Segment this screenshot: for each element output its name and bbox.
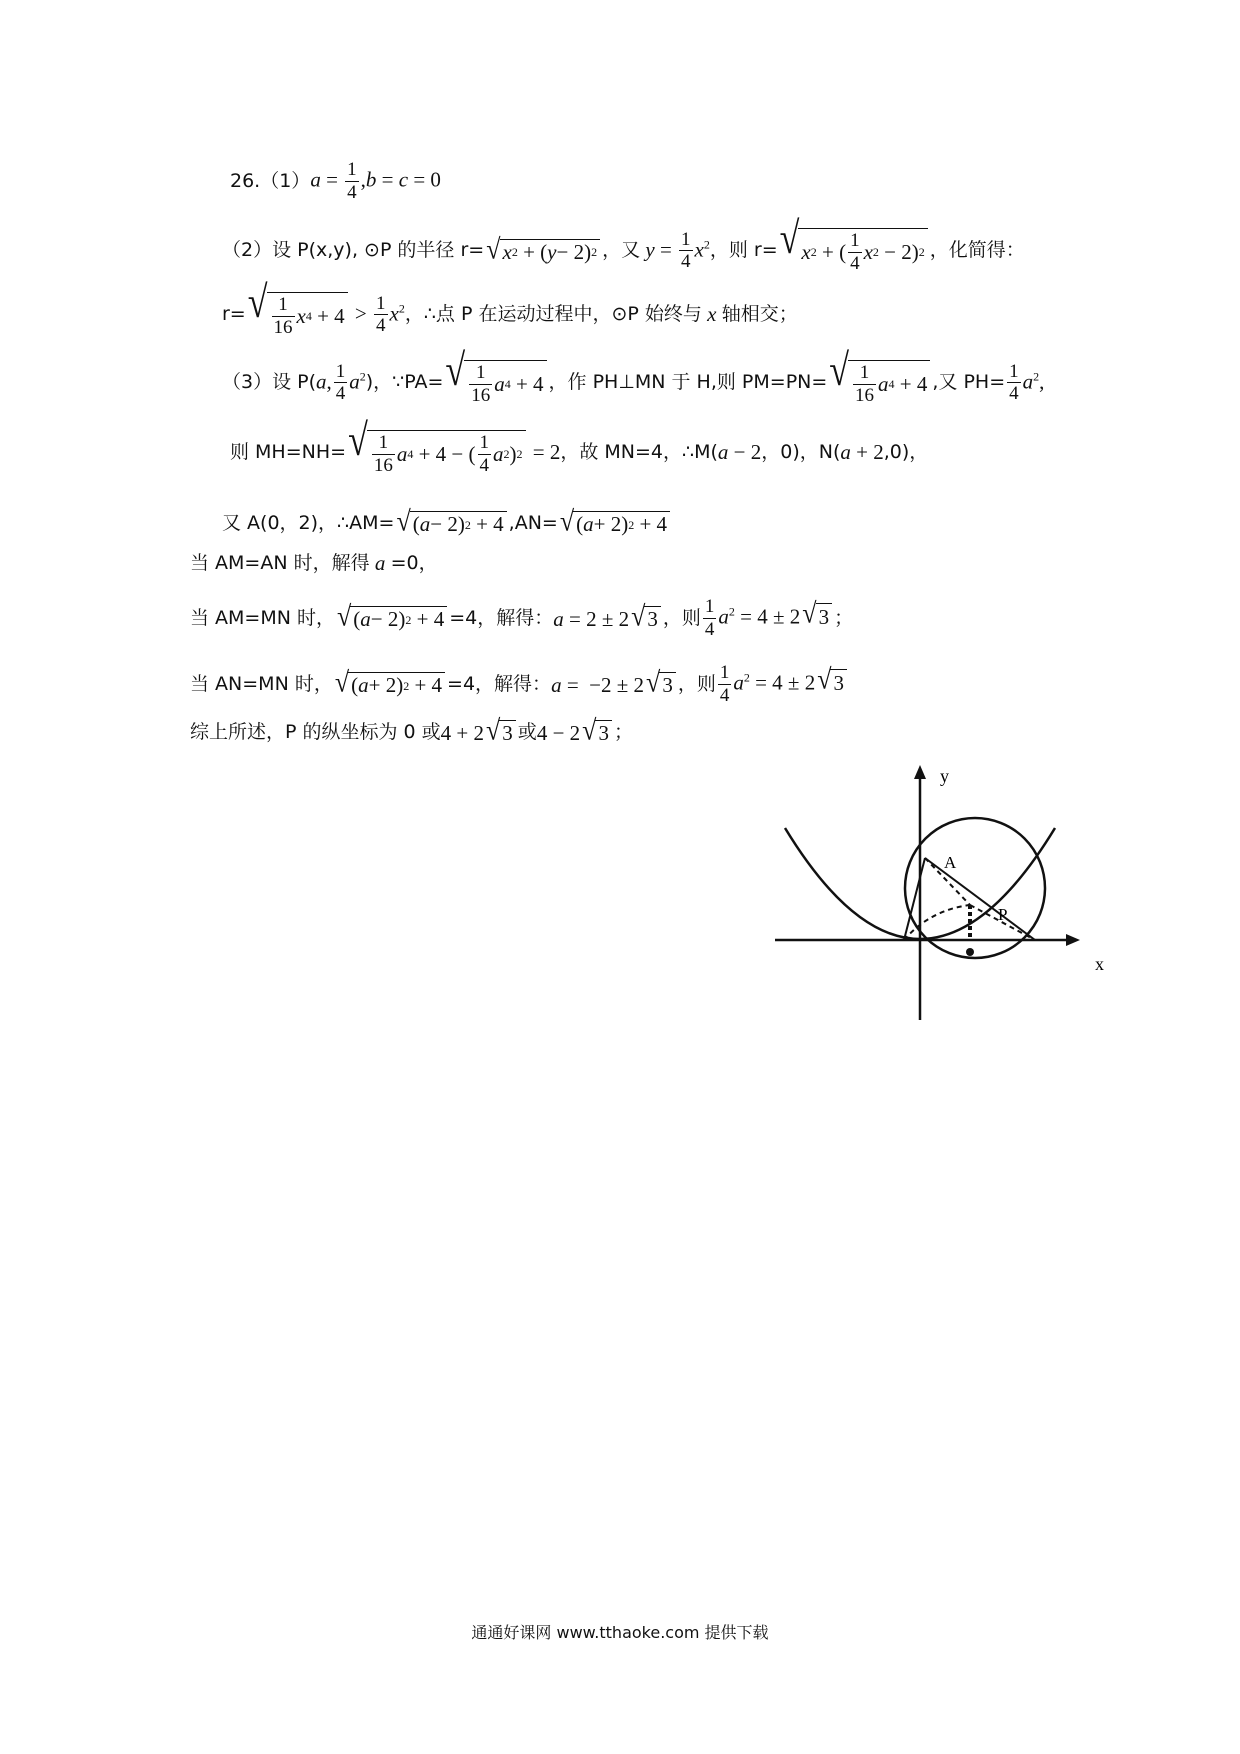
- x-axis-label: x: [1095, 954, 1104, 974]
- radius-substituted: √ x 2 + ( $\frac{1}{4}$ x 2 − 2) 2: [780, 228, 928, 274]
- solution-line-9: 当 AN=MN 时， √ ( a + 2) 2 + 4 =4，解得： a = −2 ± 2 √ 3 ，则 $\frac{1}{4}$ $a^2 = 4 \pm 2$ √ 3: [190, 663, 849, 706]
- circle-p: [905, 818, 1045, 958]
- mh-formula: √ $\frac{1}{16}$ a 4 + 4 − ( $\frac{1}{4}$ a 2 ) 2: [348, 430, 525, 476]
- solution-line-4: （3）设 P( a, $\frac{1}{4}$ $a^2$ )，∵PA= √ $\frac{1}{16}$ a 4 + 4 ，作 PH⊥MN 于 H,则 PM=PN= √ $\frac{1}{16}$ a 4 + 4 ,又 PH= $\frac{1}{4}$ $a^2$,: [222, 344, 1045, 406]
- solution-line-2: （2）设 P(x,y), ⊙P 的半径 r= √ x 2 + ( y − 2) 2 ，又 y = $\frac{1}{4}$ $x^2$ ，则 r= √ x 2 + ( $\frac{1}{4}$ x 2 − 2) 2 ，化简得：: [222, 212, 1025, 274]
- point-a-label: A: [944, 853, 957, 872]
- geometry-figure: [770, 760, 1120, 1030]
- segment-an: [925, 858, 1035, 940]
- footer-credit: 通通好课网 www.tthaoke.com 提供下载: [471, 1623, 769, 1642]
- pa-formula: √ $\frac{1}{16}$ a 4 + 4: [445, 360, 546, 406]
- y-axis-label: y: [940, 766, 949, 786]
- part2-intro: （2）设 P(x,y), ⊙P 的半径 r=: [222, 239, 485, 262]
- solution-line-6: 又 A(0，2)，∴AM= √ ( a − 2) 2 + 4 ,AN= √ ( a + 2) 2 + 4: [222, 511, 672, 536]
- solution-line-5: 则 MH=NH= √ $\frac{1}{16}$ a 4 + 4 − ( $\frac{1}{4}$ a 2 ) 2 = 2 ，故 MN=4，∴M( a − 2 ，0)，N( a + 2 ,0)，: [230, 414, 929, 476]
- solution-line-10: 综上所述，P 的纵坐标为 0 或 4 + 2 √ 3 或 4 − 2 √ 3 ；: [190, 714, 633, 747]
- x-axis-arrow: [1066, 934, 1080, 946]
- solution-line-7: 当 AM=AN 时，解得 a =0，: [190, 551, 438, 575]
- inequality: > $\frac{1}{4}$ $x^2$: [349, 292, 405, 337]
- y-axis-arrow: [914, 765, 926, 779]
- an-formula: √ ( a + 2) 2 + 4: [560, 511, 670, 536]
- solution-line-3: r= √ $\frac{1}{16}$ x 4 + 4 > $\frac{1}{4}$ $x^2$ ，∴点 P 在运动过程中，⊙P 始终与 x 轴相交；: [222, 276, 798, 338]
- pm-formula: √ $\frac{1}{16}$ a 4 + 4: [829, 360, 930, 406]
- ph-formula: $\frac{1}{4}$ $a^2$,: [1009, 360, 1045, 405]
- parabola-formula: y = $\frac{1}{4}$ $x^2$: [645, 228, 710, 273]
- solution-line-8: 当 AM=MN 时， √ ( a − 2) 2 + 4 =4，解得： a = 2 ± 2 √ 3 ，则 $\frac{1}{4}$ $a^2 = 4 \pm 2$ √ 3 ；: [190, 596, 854, 640]
- solution-line-1: [230, 160, 441, 203]
- part1-label: 26.（1）: [230, 169, 311, 192]
- formula-abc: a = $\frac{1}{4}$ ,b = c = 0: [310, 159, 441, 203]
- am-formula: √ ( a − 2) 2 + 4: [396, 511, 506, 536]
- part3-intro: （3）设 P(: [222, 371, 316, 394]
- point-p-label: P: [998, 905, 1008, 924]
- radius-formula: √ x 2 + ( y − 2) 2: [486, 239, 600, 264]
- radius-simplified: √ $\frac{1}{16}$ x 4 + 4: [248, 292, 348, 338]
- point-h: [966, 948, 974, 956]
